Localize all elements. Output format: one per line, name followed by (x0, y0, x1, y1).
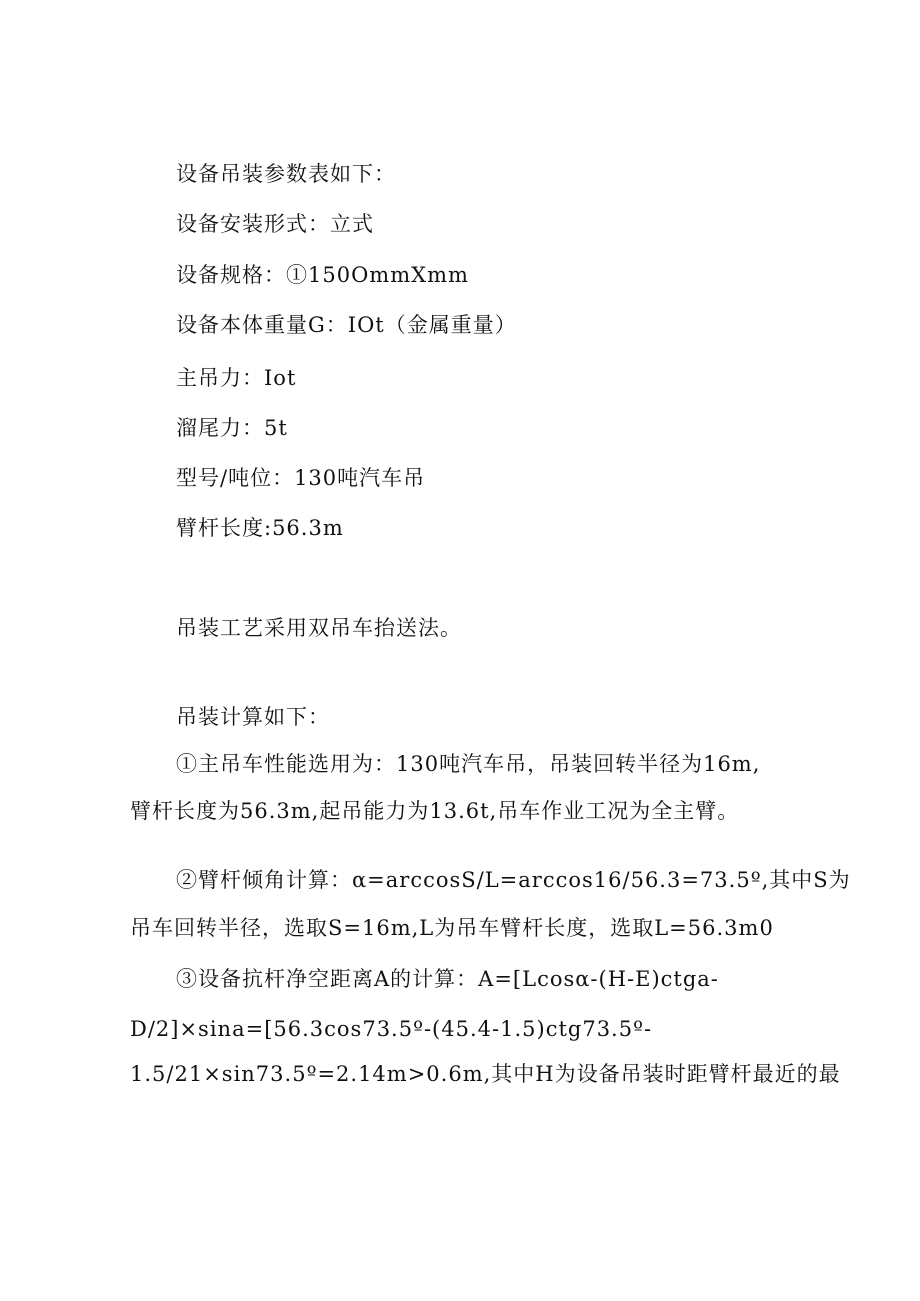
tail-force-line: 溜尾力：5t (176, 416, 288, 440)
calc2-line1: ②臂杆倾角计算：α=arccosS/L=arccos16/56.3=73.5º,其中S为 (176, 868, 851, 892)
calc-heading: 吊装计算如下： (176, 705, 330, 729)
spec-line: 设备规格：①150OmmXmm (176, 263, 469, 287)
calc3-line1: ③设备抗杆净空距离A的计算：A=[Lcosα-(H-E)ctga- (176, 967, 719, 991)
calc1-line2: 臂杆长度为56.3m,起吊能力为13.6t,吊车作业工况为全主臂。 (130, 799, 740, 823)
calc1-line1: ①主吊车性能选用为：130吨汽车吊，吊装回转半径为16m, (176, 752, 761, 776)
model-line: 型号/吨位：130吨汽车吊 (176, 466, 426, 490)
boom-length-line: 臂杆长度:56.3m (176, 516, 344, 540)
calc3-line2: D∕2]×sina=[56.3cos73.5º-(45.4-1.5)ctg73.5º- (130, 1017, 653, 1041)
calc2-line2: 吊车回转半径，选取S=16m,L为吊车臂杆长度，选取L=56.3m0 (130, 916, 774, 940)
weight-line: 设备本体重量G：IOt（金属重量） (176, 313, 517, 337)
method-line: 吊装工艺采用双吊车抬送法。 (176, 616, 462, 640)
install-type-line: 设备安装形式：立式 (176, 212, 374, 236)
calc3-line3: 1.5/21×sin73.5º=2.14m>0.6m,其中H为设备吊装时距臂杆最近的最 (130, 1062, 841, 1086)
main-force-line: 主吊力：Iot (176, 366, 297, 390)
params-heading: 设备吊装参数表如下： (176, 162, 396, 186)
